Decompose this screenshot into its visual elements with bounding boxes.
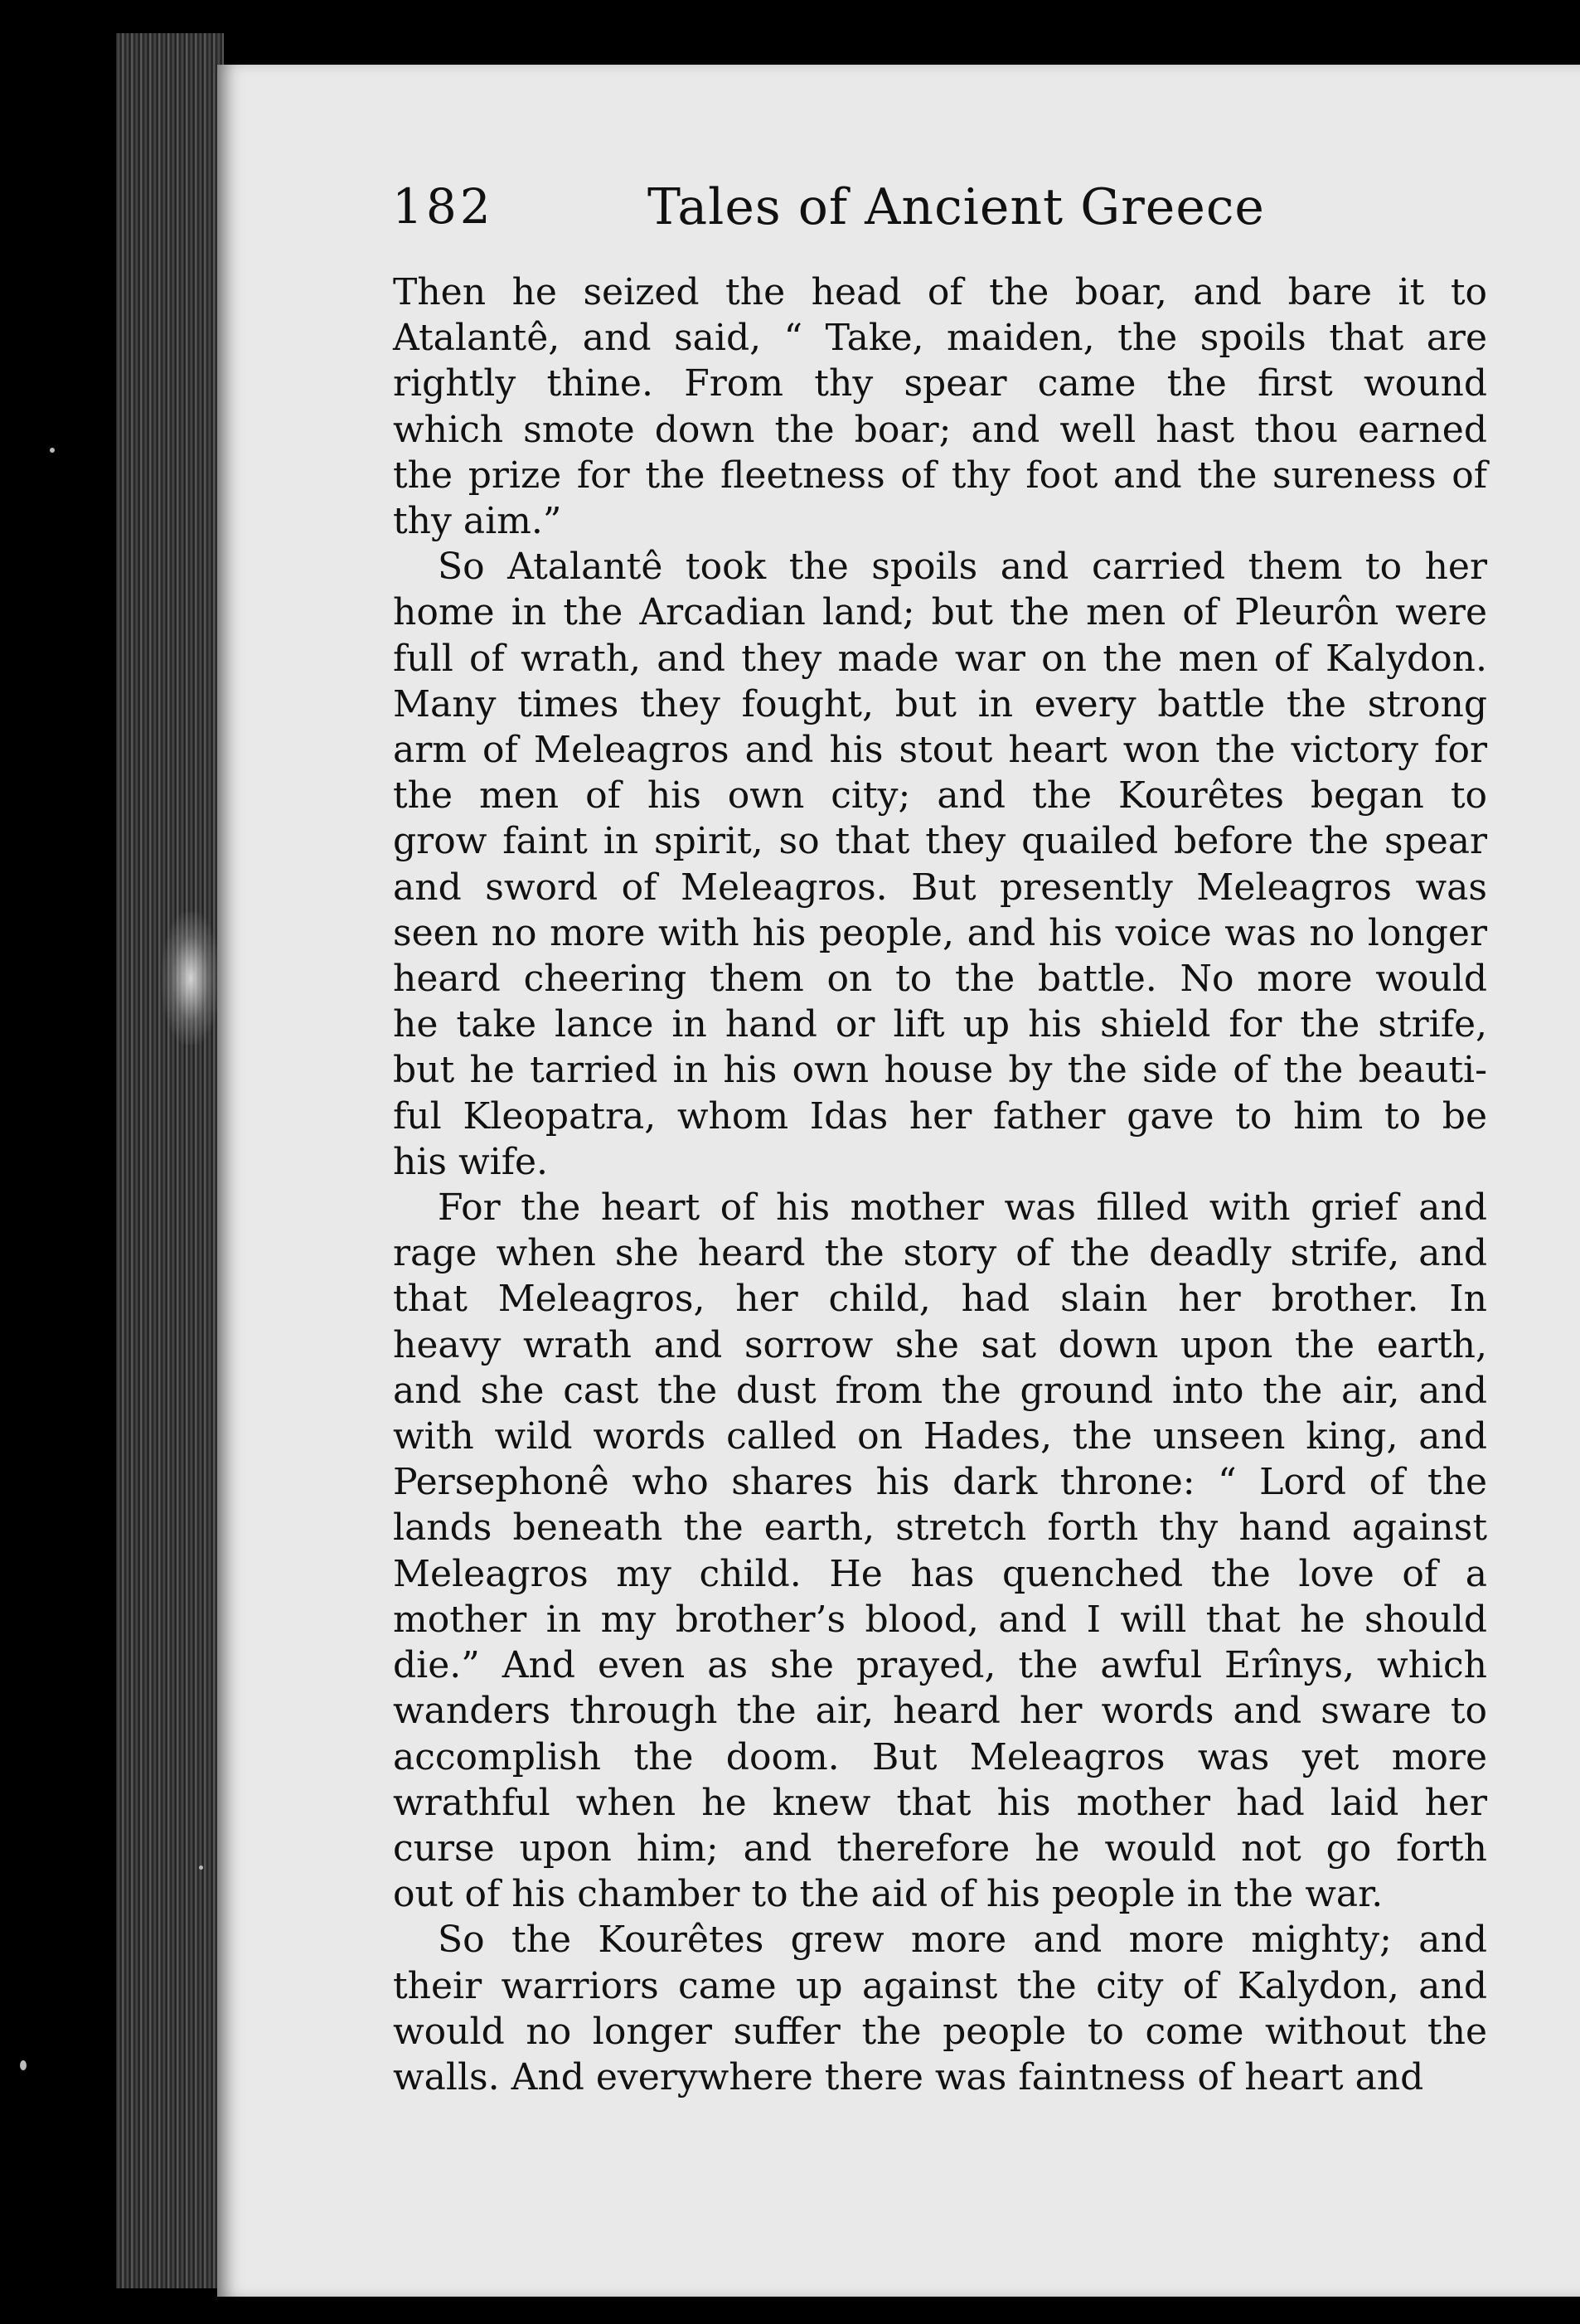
running-title: Tales of Ancient Greece (647, 178, 1265, 236)
text-line: with wild words called on Hades, the unseen king, and (393, 1415, 1487, 1458)
spine-light-reflection (162, 912, 220, 1045)
text-line: full of wrath, and they made war on the men of Kalydon. (393, 637, 1487, 680)
text-line: So Atalantê took the spoils and carried them to her (438, 546, 1487, 589)
paragraph (393, 269, 1487, 544)
text-line: Persephonê who shares his dark throne: “ Lord of the (393, 1461, 1487, 1504)
body-text (393, 269, 1487, 2100)
text-line: which smote down the boar; and well hast thou earned (393, 408, 1487, 451)
text-line: die.” And even as she prayed, the awful Erînys, which (393, 1644, 1487, 1687)
dust-speck (50, 448, 55, 453)
text-line: walls. And everywhere there was faintness of heart and (393, 2055, 1424, 2098)
book-page-edges (116, 33, 224, 2288)
text-line: heard cheering them on to the battle. No more would (393, 958, 1487, 1001)
text-line: Atalantê, and said, “ Take, maiden, the spoils that are (393, 317, 1487, 360)
page-number: 182 (392, 178, 494, 235)
text-line: their warriors came up against the city of Kalydon, and (393, 1964, 1487, 2007)
text-line: would no longer suffer the people to come without the (393, 2010, 1487, 2053)
paragraph (393, 1917, 1487, 2100)
text-line: rightly thine. From thy spear came the first wound (393, 362, 1487, 405)
text-line: and sword of Meleagros. But presently Meleagros was (393, 866, 1487, 909)
text-line: but he tarried in his own house by the side of the beauti- (393, 1049, 1487, 1092)
page-header (392, 178, 1312, 253)
text-line: out of his chamber to the aid of his people in the war. (393, 1873, 1384, 1916)
text-line: Meleagros my child. He has quenched the love of a (393, 1552, 1487, 1595)
text-line: wrathful when he knew that his mother had laid her (393, 1781, 1487, 1824)
dust-speck (199, 1866, 203, 1870)
text-line: grow faint in spirit, so that they quailed before the spear (393, 820, 1487, 863)
text-line: Many times they fought, but in every battle the strong (393, 682, 1487, 725)
text-line: wanders through the air, heard her words and sware to (393, 1690, 1487, 1733)
text-line: For the heart of his mother was filled with grief and (438, 1186, 1487, 1230)
text-line: curse upon him; and therefore he would not go forth (393, 1827, 1487, 1870)
text-line: accomplish the doom. But Meleagros was yet more (393, 1735, 1487, 1778)
text-line: the prize for the fleetness of thy foot and the sureness of (393, 454, 1487, 497)
text-line: So the Kourêtes grew more and more mighty; and (438, 1919, 1487, 1962)
text-line: and she cast the dust from the ground into the air, and (393, 1369, 1487, 1412)
paragraph (393, 544, 1487, 1185)
text-line: heavy wrath and sorrow she sat down upon the earth, (393, 1323, 1487, 1366)
text-line: mother in my brother’s blood, and I will that he should (393, 1598, 1487, 1641)
text-line: Then he seized the head of the boar, and bare it to (393, 271, 1487, 313)
paragraph (393, 1185, 1487, 1917)
text-line: rage when she heard the story of the deadly strife, and (393, 1232, 1487, 1275)
text-line: his wife. (393, 1140, 549, 1183)
text-line: ful Kleopatra, whom Idas her father gave to him to be (393, 1094, 1487, 1138)
text-line: seen no more with his people, and his voice was no longer (393, 911, 1487, 954)
text-line: that Meleagros, her child, had slain her brother. In (393, 1278, 1487, 1321)
text-line: he take lance in hand or lift up his shield for the strife, (393, 1003, 1487, 1046)
text-line: the men of his own city; and the Kourêtes began to (393, 774, 1487, 818)
text-line: home in the Arcadian land; but the men of Pleurôn were (393, 591, 1487, 634)
text-line: thy aim.” (393, 500, 562, 543)
text-line: lands beneath the earth, stretch forth thy hand against (393, 1506, 1487, 1550)
dust-speck (20, 2060, 27, 2070)
text-line: arm of Meleagros and his stout heart won the victory for (393, 729, 1487, 772)
